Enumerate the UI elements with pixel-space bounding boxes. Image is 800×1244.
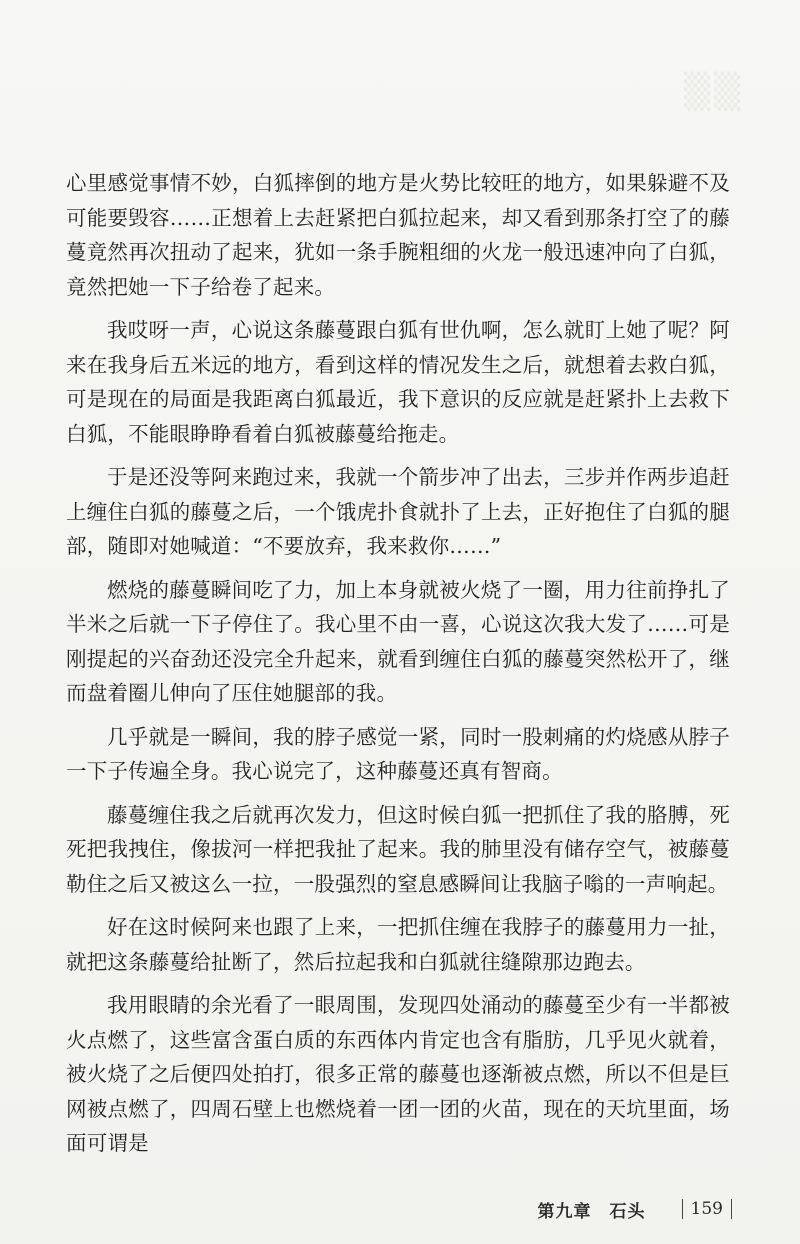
paragraph-3: 于是还没等阿来跑过来，我就一个箭步冲了出去，三步并作两步追赶上缠住白狐的藤蔓之后，一个饿虎扑食就扑了上去，正好抱住了白狐的腿部，随即对她喊道：“不要放弃，我来救你……” (66, 465, 730, 558)
page-footer (538, 1196, 740, 1222)
paragraph-5: 几乎就是一瞬间，我的脖子感觉一紧，同时一股刺痛的灼烧感从脖子一下子传遍全身。我心说完了，这种藤蔓还真有智商。 (66, 724, 730, 783)
paragraph-1: 心里感觉事情不妙，白狐摔倒的地方是火势比较旺的地方，如果躲避不及可能要毁容……正想着上去赶紧把白狐拉起来，却又看到那条打空了的藤蔓竟然再次扭动了起来，犹如一条手腕粗细的火龙一般迅速冲向了白狐，竟然把她一下子给卷了起来。 (66, 171, 730, 299)
chapter-title: 第九章 石头 (537, 1201, 646, 1222)
paragraph-8: 我用眼睛的余光看了一眼周围，发现四处涌动的藤蔓至少有一半都被火点燃了，这些富含蛋白质的东西体内肯定也含有脂肪，几乎见火就着，被火烧了之后便四处拍打，很多正常的藤蔓也逐渐被点燃，所以不但是巨网被点燃了，四周石壁上也燃烧着一团一团的火苗，现在的天坑里面，场面可谓是 (66, 993, 730, 1155)
footer-divider-left (682, 1199, 683, 1219)
paragraph-7: 好在这时候阿来也跟了上来，一把抓住缠在我脖子的藤蔓用力一扯，就把这条藤蔓给扯断了，然后拉起我和白狐就往缝隙那边跑去。 (66, 915, 730, 974)
body-text (66, 166, 730, 1170)
paragraph-2: 我哎呀一声，心说这条藤蔓跟白狐有世仇啊，怎么就盯上她了呢？阿来在我身后五米远的地方，看到这样的情况发生之后，就想着去救白狐，可是现在的局面是我距离白狐最近，我下意识的反应就是赶紧扑上去救下白狐，不能眼睁睁看着白狐被藤蔓给拖走。 (66, 318, 730, 446)
paragraph-4: 燃烧的藤蔓瞬间吃了力，加上本身就被火烧了一圈，用力往前挣扎了半米之后就一下子停住了。我心里不由一喜，心说这次我大发了……可是刚提起的兴奋劲还没完全升起来，就看到缠住白狐的藤蔓突然松开了，继而盘着圈儿伸向了压住她腿部的我。 (66, 577, 730, 705)
bleed-through-decoration: ▒▒ (684, 72, 745, 112)
page-number: 159 (690, 1199, 723, 1219)
paragraph-6: 藤蔓缠住我之后就再次发力，但这时候白狐一把抓住了我的胳膊，死死把我拽住，像拔河一样把我扯了起来。我的肺里没有储存空气，被藤蔓勒住之后又被这么一拉，一股强烈的窒息感瞬间让我脑子嗡的一声响起。 (66, 802, 730, 896)
footer-divider-right (731, 1199, 732, 1219)
